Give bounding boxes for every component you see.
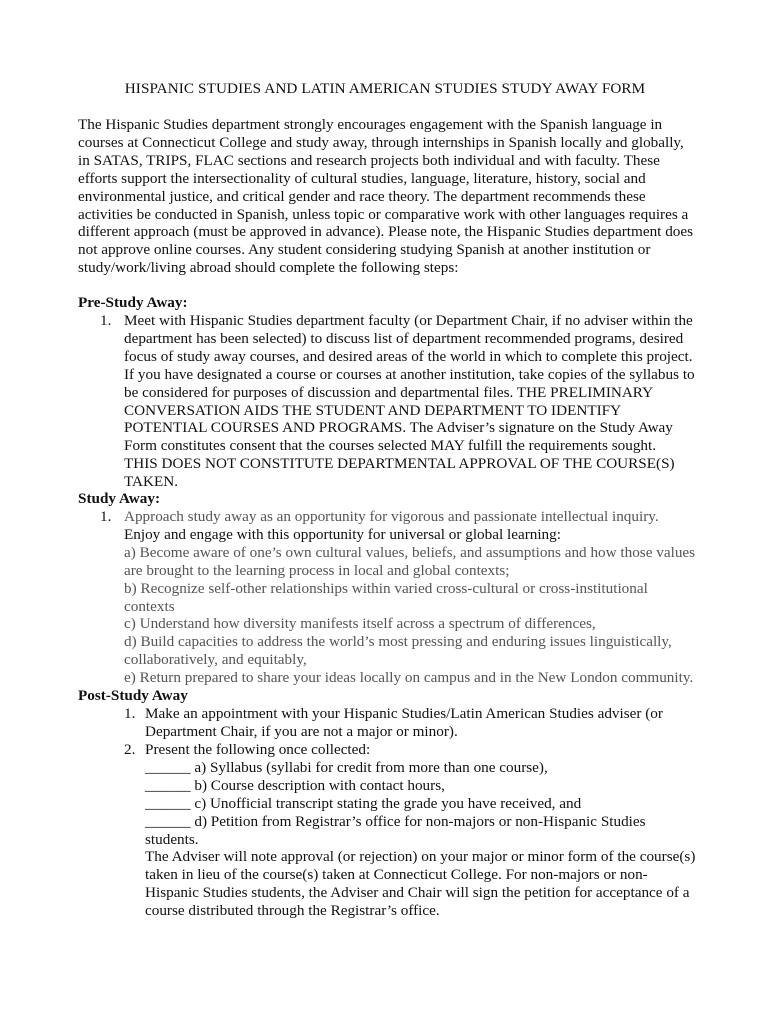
checklist-item: ______ d) Petition from Registrar’s office for non-majors or non-Hispanic Studies [145,812,646,830]
learning-goal-line: collaboratively, and equitably, [124,651,307,669]
pre-study-item-number: 1. [100,312,112,329]
form-title: HISPANIC STUDIES AND LATIN AMERICAN STUDIES STUDY AWAY FORM [124,80,646,97]
study-away-item-text [124,508,695,687]
checklist-item: ______ a) Syllabus (syllabi for credit from more than one course), [145,758,548,776]
study-away-heading: Study Away: [78,490,161,507]
intro-line: in SATAS, TRIPS, FLAC sections and research projects both individual and with faculty. These [78,151,660,169]
learning-goal-line: c) Understand how diversity manifests itself across a spectrum of differences, [124,615,596,633]
closing-line: course distributed through the Registrar’s office. [145,902,440,920]
checklist-item: ______ c) Unofficial transcript stating the grade you have received, and [145,794,582,812]
intro-line: study/work/living abroad should complete the following steps: [78,259,459,277]
learning-goal-line: b) Recognize self-other relationships within varied cross-cultural or cross-institutional [124,579,648,597]
post-study-item2-text [145,741,695,920]
learning-goal-line: are brought to the learning process in local and global contexts; [124,561,510,579]
pre-study-line: THIS DOES NOT CONSTITUTE DEPARTMENTAL APPROVAL OF THE COURSE(S) [124,455,675,473]
study-away-line: Enjoy and engage with this opportunity for universal or global learning: [124,525,561,543]
pre-study-heading: Pre-Study Away: [78,294,188,311]
closing-line: taken in lieu of the course(s) taken at Connecticut College. For non-majors or non- [145,866,648,884]
pre-study-line: be considered for purposes of discussion and departmental files. THE PRELIMINARY [124,383,654,401]
post-study-item1-text [145,705,663,741]
study-away-line: Approach study away as an opportunity for vigorous and passionate intellectual inquiry. [124,508,659,525]
intro-line: environmental justice, and critical gender and race theory. The department recommends these [78,187,646,205]
pre-study-line: If you have designated a course or courses at another institution, take copies of the syllabus to [124,365,695,383]
intro-paragraph [78,116,708,277]
learning-goal-line: a) Become aware of one’s own cultural values, beliefs, and assumptions and how those values [124,543,696,561]
study-away-item-number: 1. [100,508,112,525]
intro-line: courses at Connecticut College and study away, through internships in Spanish locally and globally, [78,133,684,151]
pre-study-line: POTENTIAL COURSES AND PROGRAMS. The Adviser’s signature on the Study Away [124,419,673,437]
intro-line: not approve online courses. Any student considering studying Spanish at another institution or [78,241,651,259]
intro-line: The Hispanic Studies department strongly encourages engagement with the Spanish language in [78,116,663,133]
learning-goal-line: d) Build capacities to address the world’s most pressing and enduring issues linguistically, [124,633,672,651]
closing-line: The Adviser will note approval (or rejection) on your major or minor form of the course(s) [145,848,696,866]
post-study-heading: Post-Study Away [78,687,188,704]
post-study-item1-number: 1. [124,705,136,722]
learning-goal-line: e) Return prepared to share your ideas locally on campus and in the New London community. [124,669,694,687]
checklist-item: ______ b) Course description with contact hours, [145,776,445,794]
post-study-item2-number: 2. [124,741,136,758]
checklist-item: students. [145,830,199,848]
pre-study-item-text [124,312,695,491]
pre-study-line: department has been selected) to discuss list of department recommended programs, desired [124,329,684,347]
pre-study-line: Form constitutes consent that the courses selected MAY fulfill the requirements sought. [124,437,657,455]
post-study-line: Make an appointment with your Hispanic Studies/Latin American Studies adviser (or [145,705,663,722]
learning-goal-line: contexts [124,597,175,615]
closing-line: Hispanic Studies students, the Adviser and Chair will sign the petition for acceptance of a [145,884,690,902]
pre-study-line: TAKEN. [124,473,179,491]
pre-study-line: CONVERSATION AIDS THE STUDENT AND DEPARTMENT TO IDENTIFY [124,401,622,419]
post-study-item2-intro: Present the following once collected: [145,741,371,758]
pre-study-line: focus of study away courses, and desired areas of the world in which to complete this project. [124,347,693,365]
post-study-line: Department Chair, if you are not a major or minor). [145,722,458,740]
pre-study-line: Meet with Hispanic Studies department faculty (or Department Chair, if no adviser within the [124,312,693,329]
intro-line: efforts support the intersectionality of cultural studies, language, literature, history, social and [78,169,646,187]
intro-line: different approach (must be approved in advance). Please note, the Hispanic Studies department does [78,223,694,241]
intro-line: activities be conducted in Spanish, unless topic or comparative work with other languages requires a [78,205,689,223]
